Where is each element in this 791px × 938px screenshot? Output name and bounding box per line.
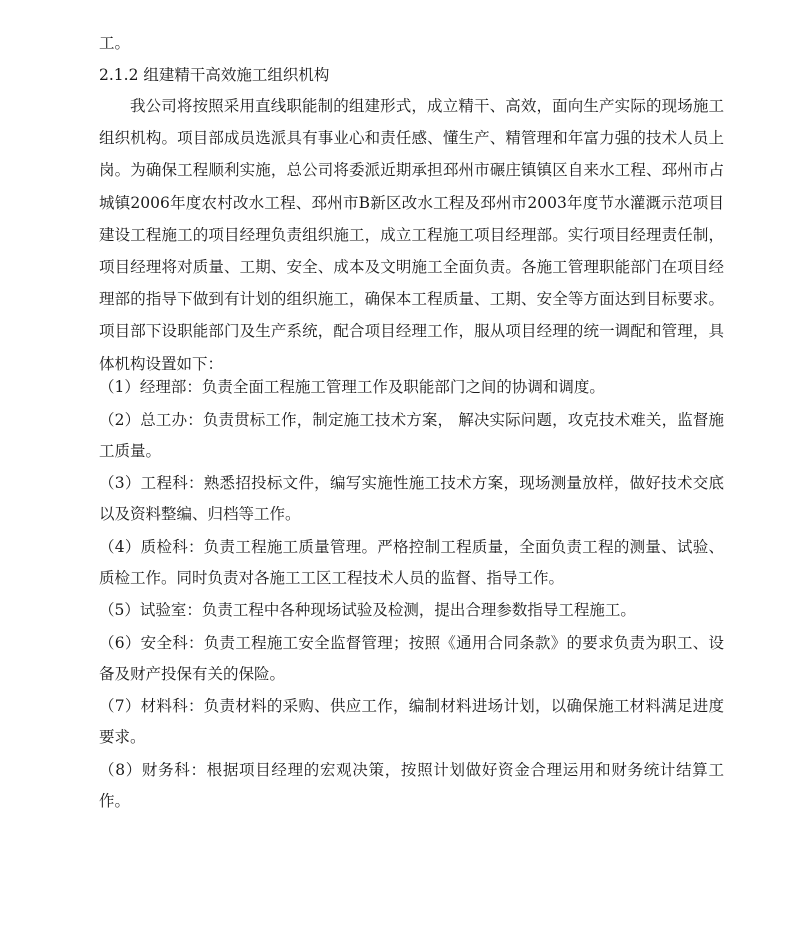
list-item: （8）财务科：根据项目经理的宏观决策，按照计划做好资金合理运用和财务统计结算工作。 (99, 760, 724, 810)
department-list (99, 372, 724, 818)
list-item: （2）总工办：负责贯标工作，制定施工技术方案， 解决实际问题，攻克技术难关，监督施工质量。 (99, 410, 724, 460)
intro-paragraph: 我公司将按照采用直线职能制的组建形式，成立精干、高效，面向生产实际的现场施工组织机构。项目部成员选派具有事业心和责任感、懂生产、精管理和年富力强的技术人员上岗。为确保工程顺利实施，总公司将委派近期承担邳州市碾庄镇镇区自来水工程、邳州市占城镇2006年度农村改水工程、邳州市B新区改水工程及邳州市2003年度节水灌溉示范项目建设工程施工的项目经理负责组织施工，成立工程施工项目经理部。实行项目经理责任制，项目经理将对质量、工期、安全、成本及文明施工全面负责。各施工管理职能部门在项目经理部的指导下做到有计划的组织施工，确保本工程质量、工期、安全等方面达到目标要求。项目部下设职能部门及生产系统，配合项目经理工作，服从项目经理的统一调配和管理，具体机构设置如下： (99, 97, 724, 373)
list-item: （1）经理部：负责全面工程施工管理工作及职能部门之间的协调和调度。 (99, 378, 605, 396)
list-item: （7）材料科：负责材料的采购、供应工作，编制材料进场计划，以确保施工材料满足进度要求。 (99, 697, 724, 746)
section-heading: 2.1.2 组建精干高效施工组织机构 (99, 66, 330, 84)
list-item: （4）质检科：负责工程施工质量管理。严格控制工程质量，全面负责工程的测量、试验、质检工作。同时负责对各施工工区工程技术人员的监督、指导工作。 (99, 537, 724, 587)
continuation-text: 工。 (99, 34, 131, 52)
list-item: （3）工程科：熟悉招投标文件，编写实施性施工技术方案，现场测量放样，做好技术交底以及资料整编、归档等工作。 (99, 474, 724, 523)
list-item: （6）安全科：负责工程施工安全监督管理；按照《通用合同条款》的要求负责为职工、设备及财产投保有关的保险。 (99, 633, 724, 683)
list-item: （5）试验室：负责工程中各种现场试验及检测，提出合理参数指导工程施工。 (99, 601, 636, 619)
